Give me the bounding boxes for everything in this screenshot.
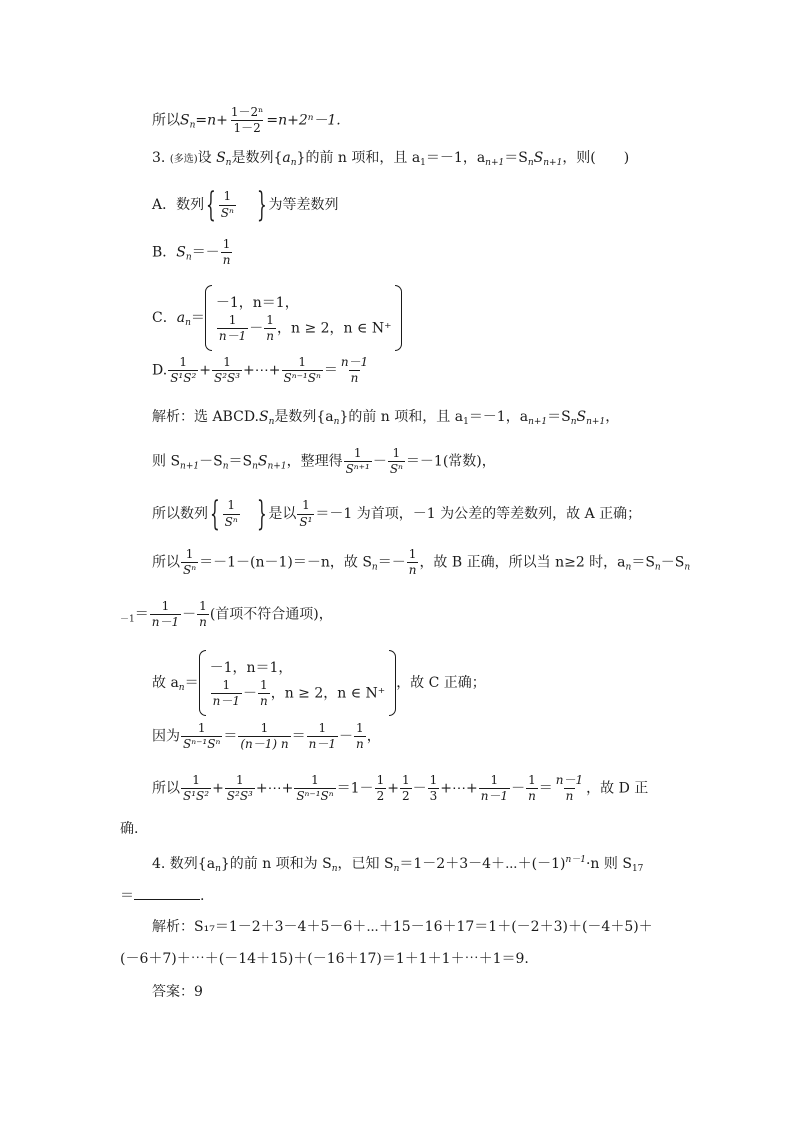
text: 4. 数列{a xyxy=(152,856,216,872)
denominator: 2 xyxy=(376,789,385,804)
fraction xyxy=(344,447,372,476)
denominator: 2 xyxy=(401,789,410,804)
denominator: Sⁿ xyxy=(389,462,403,477)
denominator: Sⁿ⁺¹ xyxy=(345,462,370,477)
solution-3-line-7: 因为 $\frac{1}{\text{Sⁿ⁻¹Sⁿ}}$ ＝ $\frac{1}{(n-1) n}$ ＝ $\frac{1}{n-1}$ － $\frac{1}{n}$ ， xyxy=(152,721,381,752)
text: n+1 xyxy=(586,417,606,427)
denominator: S²S³ xyxy=(226,789,253,804)
text: ＝－1，a xyxy=(468,409,529,425)
text: S xyxy=(257,453,268,470)
text: ·n 则 S xyxy=(585,856,632,872)
text: n xyxy=(654,562,661,573)
fraction xyxy=(197,600,209,629)
piecewise-row: $\frac{1}{n-1}$ － $\frac{1}{n}$ ，n ≥ 2，n ∈ N⁺ xyxy=(212,677,386,708)
option-label: C． xyxy=(152,310,177,326)
solution-3-line-6 xyxy=(152,650,486,716)
fraction xyxy=(225,774,255,803)
denominator: 1－2 xyxy=(233,121,261,136)
numerator: 1 xyxy=(223,355,231,369)
numerator: 1 xyxy=(185,547,194,561)
denominator: n xyxy=(350,371,359,386)
text: ＝ xyxy=(134,606,149,623)
text: ＝ xyxy=(184,675,199,691)
denominator: n xyxy=(222,253,231,268)
fraction xyxy=(223,499,240,528)
text: 17 xyxy=(631,864,644,874)
left-bracket xyxy=(205,285,212,351)
numerator: 1 xyxy=(490,773,499,787)
denominator: n－1 xyxy=(480,789,509,804)
text: 所以 xyxy=(152,780,180,797)
text: ＝－1 为首项，－1 为公差的等差数列，故 A 正确； xyxy=(315,506,642,522)
solution-3-line-3 xyxy=(152,494,642,534)
numerator: 1 xyxy=(197,721,206,735)
denominator: n xyxy=(355,737,364,752)
text: S xyxy=(180,112,190,129)
text: S xyxy=(176,244,186,261)
text: }的前 n 项和，且 a xyxy=(339,409,464,425)
text: 1 xyxy=(463,417,469,427)
text: a xyxy=(176,310,186,326)
option-label: A．数列 xyxy=(152,197,205,213)
fraction xyxy=(168,356,198,385)
numerator: 1 xyxy=(353,446,362,460)
text: 是数列{a xyxy=(274,409,334,425)
denominator: Sⁿ⁻¹Sⁿ xyxy=(296,789,334,804)
right-brace: } xyxy=(256,185,267,225)
question-4-answer-line xyxy=(120,887,204,903)
text: ，故 C 正确； xyxy=(396,675,486,691)
text: ， xyxy=(366,728,381,745)
solution-3-line-2 xyxy=(152,447,496,476)
text: }的前 n 项和为 S xyxy=(220,856,332,872)
text: }的前 n 项和，且 a xyxy=(296,150,421,166)
denominator: n xyxy=(528,789,536,804)
text: ＝S xyxy=(228,453,253,470)
numerator: 1 xyxy=(222,677,231,692)
numerator: 1 xyxy=(199,599,207,613)
text: n xyxy=(252,461,258,472)
denominator: n－1 xyxy=(308,737,336,752)
fraction xyxy=(388,447,405,476)
text: n+1 xyxy=(180,461,200,472)
text: ＝－1，a xyxy=(425,150,486,166)
text: 所以数列 xyxy=(152,506,208,522)
piecewise xyxy=(205,285,403,351)
denominator: n－1 xyxy=(151,615,180,630)
text: n xyxy=(331,864,338,874)
text: －S xyxy=(660,554,685,571)
option-d: D. $\frac{1}{\text{S¹S²}}$ + $\frac{1}{\text{S²S³}}$ +⋯+ $\frac{1}{\text{Sⁿ⁻¹Sⁿ}}$ ＝ $\frac{n-1}{n}$ xyxy=(152,355,369,386)
answer-value: 9 xyxy=(194,984,203,1000)
text: +⋯+ xyxy=(255,780,294,797)
fraction xyxy=(400,774,412,803)
text: ＝－1(常数)， xyxy=(405,453,496,470)
option-a xyxy=(152,185,339,225)
denominator: Sⁿ xyxy=(224,514,238,529)
text: n xyxy=(189,120,196,131)
text: n xyxy=(684,562,691,573)
fraction xyxy=(150,600,181,629)
fraction xyxy=(217,314,248,343)
text: ，已知 S xyxy=(337,856,394,872)
solution-4-line-2 xyxy=(120,952,529,966)
text: S xyxy=(533,150,544,166)
right-brace: } xyxy=(256,494,267,534)
option-label: D. xyxy=(152,362,168,379)
denominator: n xyxy=(199,615,207,630)
numerator: 1 xyxy=(401,773,410,787)
text: ＝ xyxy=(120,888,134,904)
piecewise-row: －1，n＝1， xyxy=(215,294,299,311)
numerator: 1 xyxy=(227,498,235,513)
answer-line xyxy=(152,985,203,999)
text: 因为 xyxy=(152,728,180,745)
solution-3-line-1 xyxy=(152,409,620,427)
text: ＝－ xyxy=(377,554,406,571)
text: 故 a xyxy=(152,675,179,691)
fraction xyxy=(354,722,366,751)
solution-4-line-1 xyxy=(152,920,653,934)
text: n－1 xyxy=(565,855,586,865)
numerator: 1 xyxy=(222,237,231,251)
text: n xyxy=(527,158,534,168)
numerator: 1 xyxy=(228,312,237,327)
numerator: 1－2ⁿ xyxy=(230,105,264,119)
right-bracket xyxy=(395,285,402,351)
fraction xyxy=(526,774,538,803)
fraction xyxy=(294,774,335,803)
text: n xyxy=(570,417,577,427)
piecewise xyxy=(199,650,397,716)
text: n+1 xyxy=(543,158,563,168)
text: 所以 xyxy=(152,112,180,129)
text: ＝S xyxy=(547,409,571,425)
fraction xyxy=(258,679,270,708)
numerator: 1 xyxy=(260,677,268,692)
text: ，整理得 xyxy=(286,453,343,470)
text: n+1 xyxy=(267,461,287,472)
piecewise-row: －1，n＝1， xyxy=(209,659,293,676)
text: 是数列{ xyxy=(231,150,283,166)
text: 则 S xyxy=(152,453,181,470)
text: n xyxy=(333,417,340,427)
fraction xyxy=(181,548,198,577)
text: n xyxy=(225,158,232,168)
answer-blank[interactable] xyxy=(134,887,200,900)
text: (－6＋7)＋⋯＋(－14＋15)＋(－16＋17)＝1＋1＋1＋⋯＋1＝9. xyxy=(120,951,529,967)
fraction xyxy=(219,190,236,219)
solution-3-line-8: 所以 $\frac{1}{\text{S¹S²}}$ + $\frac{1}{\text{S²S³}}$ +⋯+ $\frac{1}{\text{Sⁿ⁻¹Sⁿ}}$ ＝1－ $\frac{1}{2}$ + $\frac{1}{2}$ － $\frac{1}{3}$ +⋯+ $\frac{1}{n-1}$ － $\frac{1}{n}$ ＝ $\frac{n-1}{n}$ ，故 D 正 xyxy=(152,773,649,804)
text: n xyxy=(268,417,275,427)
fraction xyxy=(297,499,314,528)
denominator: Sⁿ xyxy=(220,205,234,220)
fraction xyxy=(428,774,440,803)
numerator: 1 xyxy=(266,312,274,327)
numerator: n－1 xyxy=(555,773,584,787)
numerator: 1 xyxy=(311,773,319,787)
text: n xyxy=(178,683,185,693)
text: － xyxy=(182,606,197,623)
denominator: S¹ xyxy=(299,514,313,529)
numerator: 1 xyxy=(356,721,364,735)
numerator: 1 xyxy=(161,599,170,613)
fraction xyxy=(282,356,323,385)
fraction xyxy=(375,774,387,803)
denominator: n xyxy=(259,694,268,708)
denominator: S¹S² xyxy=(170,371,197,386)
numerator: 1 xyxy=(260,721,269,735)
text: =n+ xyxy=(195,112,228,129)
text: 是以 xyxy=(268,506,297,522)
solution-3-line-4 xyxy=(152,548,690,577)
text: 所以 xyxy=(152,554,180,571)
text: 1 xyxy=(420,158,426,168)
piecewise-rows xyxy=(216,293,392,343)
numerator: 1 xyxy=(429,773,438,787)
numerator: 1 xyxy=(223,189,232,204)
line-sum-result xyxy=(152,106,341,135)
denominator: Sⁿ⁻¹Sⁿ xyxy=(183,737,221,752)
numerator: 1 xyxy=(302,498,310,513)
text: n xyxy=(371,562,378,573)
text: 解析：S₁₇＝1－2＋3－4＋5－6＋⋯＋15－16＋17＝1＋(－2＋3)＋(－4＋5)＋ xyxy=(152,919,653,935)
text: 解析：选 ABCD. xyxy=(152,409,259,425)
fraction xyxy=(229,106,265,135)
text: n xyxy=(185,318,191,328)
denominator: 3 xyxy=(429,789,438,804)
text: ，故 B 正确，所以当 n≥2 时，a xyxy=(419,554,626,571)
denominator: n xyxy=(266,329,274,343)
text: n xyxy=(185,252,192,263)
text: n xyxy=(222,461,229,472)
text: n+1 xyxy=(485,158,505,168)
text: =n+2ⁿ－1. xyxy=(266,112,341,129)
fraction xyxy=(211,679,242,708)
numerator: 1 xyxy=(318,721,327,735)
question-3-stem xyxy=(152,150,630,168)
numerator: 1 xyxy=(179,355,188,369)
fraction xyxy=(554,774,585,803)
text: S xyxy=(576,409,587,425)
question-tag: (多选) xyxy=(169,154,198,165)
numerator: 1 xyxy=(376,773,385,787)
fraction xyxy=(181,774,211,803)
solution-3-line-9 xyxy=(120,822,138,836)
fraction xyxy=(407,548,419,577)
fraction xyxy=(212,356,242,385)
text: －1 xyxy=(120,614,135,625)
text: ，n ≥ 2，n ∈ N⁺ xyxy=(270,685,386,702)
text: ＝ xyxy=(190,310,205,326)
piecewise-row: $\frac{1}{n-1}$ － $\frac{1}{n}$ ，n ≥ 2，n ∈ N⁺ xyxy=(218,312,392,343)
denominator: S¹S² xyxy=(183,789,210,804)
denominator: n－1 xyxy=(212,694,240,708)
option-b xyxy=(152,238,233,267)
text: n xyxy=(290,158,297,168)
text: ＝－1－(n－1)＝－n，故 S xyxy=(199,554,372,571)
piecewise-rows xyxy=(210,658,386,708)
denominator: S²S³ xyxy=(213,371,241,386)
numerator: 1 xyxy=(298,355,306,369)
numerator: 1 xyxy=(392,446,401,460)
text: n xyxy=(625,562,632,573)
answer-label: 答案： xyxy=(152,984,194,1000)
denominator: n xyxy=(565,789,574,804)
text: (首项不符合通项)， xyxy=(209,606,333,623)
numerator: n－1 xyxy=(340,355,369,369)
text: S xyxy=(259,409,269,425)
text: ， xyxy=(605,409,620,425)
option-c xyxy=(152,285,402,351)
text: n+1 xyxy=(528,417,548,427)
numerator: 1 xyxy=(408,547,417,561)
numerator: 1 xyxy=(528,773,536,787)
text: n xyxy=(215,864,221,874)
fraction xyxy=(307,722,338,751)
text: ＝－ xyxy=(191,244,220,261)
text: ，则( ) xyxy=(562,150,630,166)
text: ＝S xyxy=(631,554,655,571)
numerator: 1 xyxy=(236,773,244,787)
text: S xyxy=(216,150,226,166)
text: a xyxy=(282,150,291,166)
text: +⋯+ xyxy=(243,362,281,379)
denominator: Sⁿ xyxy=(183,563,197,578)
text: ＝1－2＋3－4＋⋯＋(－1) xyxy=(399,856,566,872)
solution-3-line-5 xyxy=(120,600,333,629)
text: ，n ≥ 2，n ∈ N⁺ xyxy=(276,320,392,337)
denominator: n－1 xyxy=(218,329,247,343)
text: ，故 D 正 xyxy=(586,780,649,797)
text: ＝S xyxy=(504,150,528,166)
fraction xyxy=(339,356,370,385)
text: ＝1－ xyxy=(336,780,374,797)
question-number: 3. xyxy=(152,150,166,166)
denominator: n xyxy=(408,563,417,578)
numerator: 1 xyxy=(192,773,200,787)
text: 确. xyxy=(120,821,139,837)
option-label: B． xyxy=(152,244,177,261)
fraction xyxy=(238,722,290,751)
text: +⋯+ xyxy=(440,780,478,797)
fraction xyxy=(479,774,510,803)
left-bracket xyxy=(199,650,206,716)
text: －S xyxy=(199,453,223,470)
text: 为等差数列 xyxy=(268,197,339,213)
fraction xyxy=(264,314,276,343)
text: － xyxy=(372,453,387,470)
fraction xyxy=(221,238,233,267)
denominator: (n－1) n xyxy=(240,737,289,752)
fraction xyxy=(181,722,222,751)
denominator: Sⁿ⁻¹Sⁿ xyxy=(283,371,321,386)
text: . xyxy=(200,888,205,904)
left-brace: { xyxy=(209,494,220,534)
text: n xyxy=(393,864,400,874)
left-brace: { xyxy=(206,185,216,225)
question-4-stem xyxy=(152,855,644,874)
text: ＝ xyxy=(323,362,338,379)
text: 设 xyxy=(197,150,217,166)
